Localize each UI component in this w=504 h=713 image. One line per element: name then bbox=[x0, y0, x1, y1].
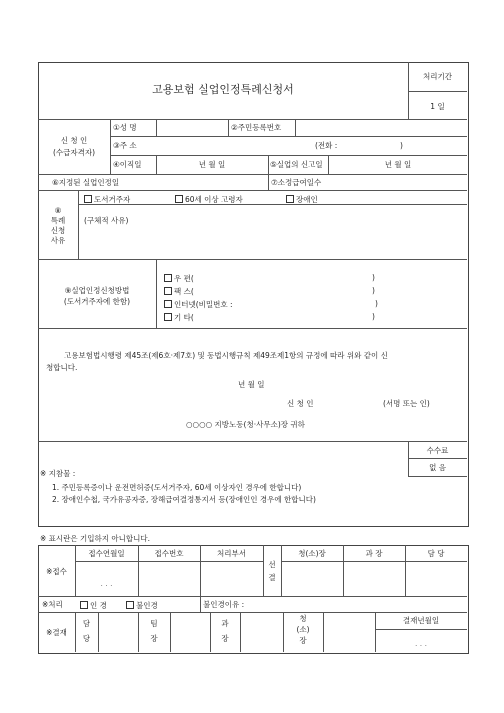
divider bbox=[38, 174, 467, 175]
sign-team-1: 팀 bbox=[150, 619, 158, 628]
phone-close: ) bbox=[400, 141, 403, 150]
method-close: ) bbox=[372, 312, 375, 321]
divider bbox=[78, 204, 467, 205]
divider bbox=[210, 612, 211, 652]
leave-date-value[interactable]: 년 월 일 bbox=[198, 160, 226, 169]
method-option-fax[interactable]: 팩 스( bbox=[164, 287, 194, 296]
divider bbox=[328, 155, 329, 174]
reason-detail: (구체적 사유) bbox=[84, 216, 129, 225]
sign-chief-1: 청 bbox=[299, 614, 307, 623]
sign-chief-3: 장 bbox=[299, 636, 307, 645]
reason-label-3: 사유 bbox=[50, 236, 66, 245]
checkbox-icon[interactable] bbox=[164, 300, 172, 308]
divider bbox=[408, 458, 467, 459]
report-date-label: ⑤실업의 신고일 bbox=[270, 160, 323, 169]
chief-header: 청(소)장 bbox=[298, 549, 326, 558]
divider bbox=[75, 612, 76, 652]
reason-label-num: ⑧ bbox=[54, 206, 62, 215]
declaration-text-2: 청합니다. bbox=[46, 363, 78, 372]
checkbox-icon[interactable] bbox=[164, 274, 172, 282]
office-note: ※ 표시란은 기입하지 아니합니다. bbox=[40, 534, 151, 543]
phone-label: (전화 : bbox=[315, 141, 338, 150]
reason-option-disabled[interactable]: 장애인 bbox=[286, 195, 318, 204]
receipt-label: ※접수 bbox=[46, 567, 67, 576]
processing-period-label: 처리기간 bbox=[423, 72, 452, 81]
name-field[interactable] bbox=[157, 120, 227, 135]
dept-header: 처리부서 bbox=[217, 549, 246, 558]
reason-option-elderly[interactable]: 60세 이상 고령자 bbox=[175, 195, 243, 204]
divider bbox=[78, 190, 79, 259]
checkbox-icon[interactable] bbox=[286, 195, 294, 203]
leave-date-label: ④이직일 bbox=[113, 160, 142, 169]
reason-label-1: 특례 bbox=[50, 216, 66, 225]
divider bbox=[200, 596, 201, 612]
reason-label-2: 신청 bbox=[50, 226, 66, 235]
office-label: ⑥지정된 실업인정일 bbox=[52, 178, 120, 187]
applicant-label: 신 청 인 bbox=[60, 136, 88, 145]
manager-header: 과 장 bbox=[365, 549, 383, 558]
method-close: ) bbox=[375, 299, 378, 308]
reason-detail-field[interactable] bbox=[140, 208, 460, 256]
days-label: ⑦소정급여일수 bbox=[271, 178, 322, 187]
reject-option[interactable]: 불인경 bbox=[126, 601, 158, 610]
fee-value: 없 음 bbox=[429, 463, 446, 472]
divider bbox=[408, 91, 467, 92]
rrn-field[interactable] bbox=[296, 120, 466, 135]
method-label: ⑨실업인정신청방법 bbox=[64, 286, 130, 295]
method-option-other[interactable]: 기 타( bbox=[164, 313, 194, 322]
checkbox-icon[interactable] bbox=[126, 601, 134, 609]
sign-staff-2: 당 bbox=[82, 634, 91, 643]
method-option-mail[interactable]: 우 편( bbox=[164, 274, 194, 283]
name-label: ①성 명 bbox=[113, 123, 137, 132]
divider bbox=[38, 441, 467, 442]
divider bbox=[156, 259, 157, 328]
recipient: ○○○○ 지방노동(청·사무소)장 귀하 bbox=[186, 420, 305, 429]
method-option-internet[interactable]: 인터넷(비밀번호 : bbox=[164, 300, 233, 309]
divider bbox=[38, 596, 467, 597]
checkbox-icon[interactable] bbox=[164, 313, 172, 321]
divider bbox=[281, 561, 467, 562]
checkbox-icon[interactable] bbox=[164, 287, 172, 295]
sign-manager-2: 장 bbox=[221, 634, 229, 643]
declaration-date[interactable]: 년 월 일 bbox=[238, 380, 265, 389]
attachment-item: 2. 장애인수첩, 국가유공자증, 장해급여결정통지서 등(장애인인 경우에 한합니다) bbox=[52, 495, 316, 504]
receipt-no-header: 접수번호 bbox=[154, 549, 184, 558]
divider bbox=[110, 155, 467, 156]
reject-reason-label: 불인경이유 : bbox=[203, 600, 245, 609]
signature-field[interactable]: (서명 또는 인) bbox=[383, 399, 430, 408]
report-date-value[interactable]: 년 월 일 bbox=[384, 160, 412, 169]
method-sublabel: (도서거주자에 한함) bbox=[63, 297, 131, 306]
staff-header: 담 당 bbox=[427, 549, 445, 558]
form-title: 고용보험 실업인정특례신청서 bbox=[152, 83, 294, 96]
sign-label: ※결재 bbox=[46, 628, 67, 637]
sign-team-2: 장 bbox=[150, 634, 158, 643]
divider bbox=[38, 612, 467, 613]
divider bbox=[170, 612, 171, 652]
divider bbox=[268, 155, 269, 174]
divider bbox=[408, 476, 467, 477]
method-close: ) bbox=[372, 273, 375, 282]
divider bbox=[375, 629, 467, 630]
divider bbox=[323, 612, 324, 652]
checkbox-icon[interactable] bbox=[84, 195, 92, 203]
reason-option-island[interactable]: 도서거주자 bbox=[84, 195, 130, 204]
process-label: ※처리 bbox=[42, 600, 63, 609]
rrn-label: ②주민등록번호 bbox=[231, 123, 282, 132]
divider bbox=[268, 174, 269, 190]
divider bbox=[38, 190, 467, 191]
receipt-date-header: 접수연월일 bbox=[88, 549, 125, 558]
divider bbox=[110, 119, 111, 174]
attachment-item: 1. 주민등록증이나 운전면허증(도서거주자, 60세 이상자인 경우에 한합니다) bbox=[52, 483, 302, 492]
fee-label: 수수료 bbox=[426, 446, 449, 455]
sign-date-header: 결재년월일 bbox=[402, 616, 440, 625]
divider bbox=[240, 612, 241, 652]
divider bbox=[98, 612, 99, 652]
approval-label: 선 bbox=[268, 560, 276, 569]
sign-manager-1: 과 bbox=[221, 619, 229, 628]
sign-chief-2: (소) bbox=[296, 625, 310, 634]
address-label: ③주 소 bbox=[113, 141, 137, 150]
applicant-sublabel: (수급자격자) bbox=[52, 148, 96, 157]
divider bbox=[138, 612, 139, 652]
checkbox-icon[interactable] bbox=[80, 601, 88, 609]
sign-date-value: . . . bbox=[415, 639, 427, 648]
approve-option[interactable]: 인 경 bbox=[80, 601, 107, 610]
declaration-text: 고용보험법시행령 제45조(제6호·제7호) 및 동법시행규칙 제49조제1항의 규정에 따라 위와 같이 신 bbox=[64, 351, 388, 360]
divider bbox=[263, 545, 264, 596]
approval-label-2: 결 bbox=[268, 573, 276, 582]
checkbox-icon[interactable] bbox=[175, 195, 183, 203]
address-field[interactable] bbox=[157, 137, 307, 154]
attachments-title: ※ 지참물 : bbox=[40, 469, 76, 478]
sign-staff-1: 담 bbox=[82, 619, 91, 628]
divider bbox=[38, 259, 467, 260]
method-close: ) bbox=[372, 286, 375, 295]
processing-period-value: 1 일 bbox=[430, 102, 445, 111]
divider bbox=[228, 119, 229, 136]
divider bbox=[38, 328, 467, 329]
receipt-date-value: . . . bbox=[100, 579, 113, 588]
divider bbox=[75, 561, 263, 562]
declaration-applicant: 신 청 인 bbox=[287, 399, 314, 408]
